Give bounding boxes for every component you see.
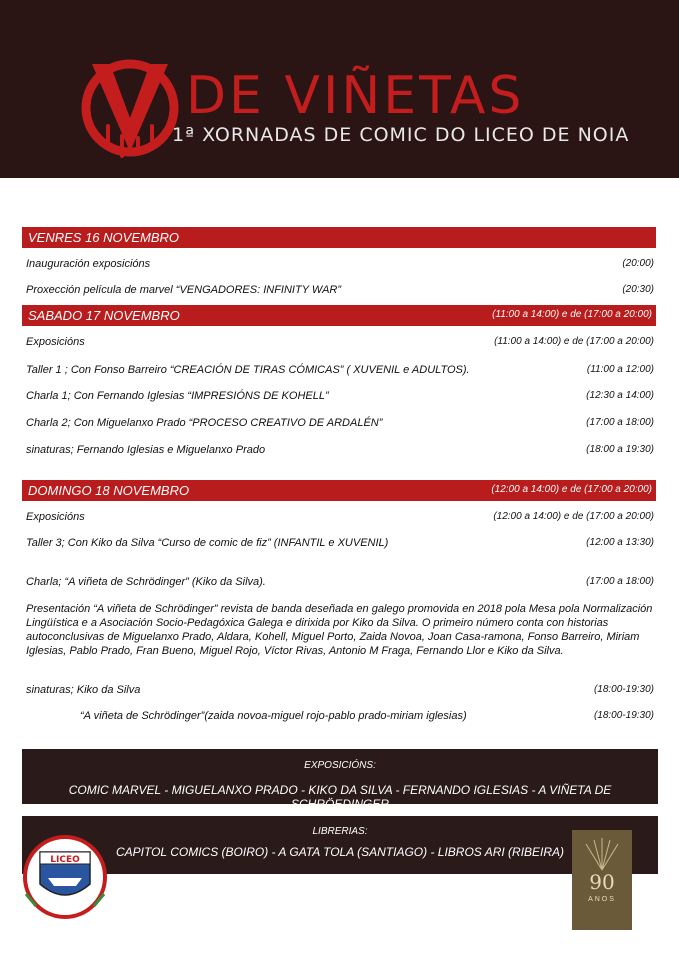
row-text: Proxección película de marvel “VENGADORES: INFINITY WAR” bbox=[26, 284, 342, 296]
exhibitions-list: COMIC MARVEL - MIGUELANXO PRADO - KIKO DA SILVA - FERNANDO IGLESIAS - A VIÑETA DE SCHRÖEDINGER bbox=[68, 783, 612, 811]
v-logo-icon bbox=[78, 56, 182, 160]
schedule-row bbox=[26, 364, 654, 376]
event-subtitle: 1ª XORNADAS DE COMIC DO LICEO DE NOIA bbox=[172, 124, 630, 146]
row-text: Charla 2; Con Miguelanxo Prado “PROCESO CREATIVO DE ARDALÉN” bbox=[26, 417, 383, 429]
schedule-row bbox=[26, 537, 654, 549]
presentation-paragraph: Presentación “A viñeta de Schrödinger” revista de banda deseñada en galego promovida en 2018 pola Mesa pola Normalización Lingüística e a Asociación Socio-Pedagóxica Galega e dirixida por Kiko da Silva. O primeiro número conta con historias autoconclusivas de Miguelanxo Prado, Aldara, Kohell, Miguel Porto, Zaida Novoa, Joan Casa-ramona, Fonso Barreiro, Miriam Iglesias, Pablo Prado, Fran Bueno, Miguel Rojo, Víctor Rivas, Antonio M Fraga, Fernando Llor e Kiko da Silva. bbox=[26, 603, 653, 657]
schedule-row bbox=[26, 258, 654, 270]
bookshops-list: CAPITOL COMICS (BOIRO) - A GATA TOLA (SANTIAGO) - LIBROS ARI (RIBEIRA) bbox=[115, 845, 565, 859]
row-time: (12:30 a 14:00) bbox=[586, 390, 654, 401]
row-time: (12:00 a 14:00) e de (17:00 a 20:00) bbox=[493, 511, 654, 522]
bookshops-heading: LIBRERIAS: bbox=[312, 826, 368, 837]
day-bar-sunday bbox=[22, 480, 656, 501]
event-title: DE VIÑETAS bbox=[186, 66, 525, 126]
row-text: Exposicións bbox=[26, 336, 85, 348]
row-time: (20:00) bbox=[622, 258, 654, 269]
anniversary-number: 90 bbox=[589, 870, 615, 894]
schedule-row bbox=[26, 511, 654, 523]
crest-text: LICEO bbox=[50, 855, 80, 865]
row-time: (18:00 a 19:30) bbox=[586, 444, 654, 455]
header-banner bbox=[0, 0, 679, 178]
schedule-row bbox=[26, 576, 654, 588]
row-text: “A viñeta de Schrödinger”(zaida novoa-miguel rojo-pablo prado-miriam iglesias) bbox=[80, 710, 467, 722]
day-bar-saturday bbox=[22, 305, 656, 326]
day-label: VENRES 16 NOVEMBRO bbox=[28, 230, 179, 245]
schedule-row bbox=[26, 390, 654, 402]
row-text: Taller 1 ; Con Fonso Barreiro “CREACIÓN DE TIRAS CÓMICAS” ( XUVENIL e ADULTOS). bbox=[26, 364, 470, 376]
row-text: sinaturas; Fernando Iglesias e Miguelanxo Prado bbox=[26, 444, 266, 456]
exhibitions-box bbox=[22, 749, 658, 811]
row-text: Charla; “A viñeta de Schrödinger” (Kiko da Silva). bbox=[26, 576, 266, 588]
schedule-row bbox=[26, 417, 654, 429]
day-bar-friday bbox=[22, 227, 656, 248]
day-label: DOMINGO 18 NOVEMBRO bbox=[28, 483, 190, 498]
row-time: (17:00 a 18:00) bbox=[586, 576, 654, 587]
row-time: (17:00 a 18:00) bbox=[586, 417, 654, 428]
day-time: (12:00 a 14:00) e de (17:00 a 20:00) bbox=[491, 484, 652, 495]
exhibitions-heading: EXPOSICIÓNS: bbox=[304, 760, 376, 771]
schedule-row bbox=[26, 444, 654, 456]
schedule-row bbox=[26, 284, 654, 296]
row-time: (11:00 a 14:00) e de (17:00 a 20:00) bbox=[494, 336, 654, 347]
anniversary-word: ANOS bbox=[588, 896, 616, 903]
row-text: Inauguración exposicións bbox=[26, 258, 151, 270]
row-time: (11:00 a 12:00) bbox=[586, 364, 654, 375]
row-time: (20:30) bbox=[622, 284, 654, 295]
liceo-crest-icon bbox=[22, 832, 108, 922]
anniversary-logo bbox=[572, 830, 632, 930]
schedule-row bbox=[26, 336, 654, 348]
row-text: Exposicións bbox=[26, 511, 85, 523]
day-time: (11:00 a 14:00) e de (17:00 a 20:00) bbox=[492, 309, 652, 320]
row-time: (18:00-19:30) bbox=[593, 710, 654, 721]
row-text: Charla 1; Con Fernando Iglesias “IMPRESIÓNS DE KOHELL” bbox=[26, 390, 329, 402]
bookshops-box bbox=[22, 816, 658, 874]
day-label: SABADO 17 NOVEMBRO bbox=[28, 308, 180, 323]
row-text: sinaturas; Kiko da Silva bbox=[26, 684, 141, 696]
row-time: (18:00-19:30) bbox=[593, 684, 654, 695]
row-time: (12:00 a 13:30) bbox=[586, 537, 654, 548]
schedule-row bbox=[26, 684, 654, 696]
row-text: Taller 3; Con Kiko da Silva “Curso de comic de fiz” (INFANTIL e XUVENIL) bbox=[26, 537, 389, 549]
schedule-row bbox=[26, 710, 654, 722]
